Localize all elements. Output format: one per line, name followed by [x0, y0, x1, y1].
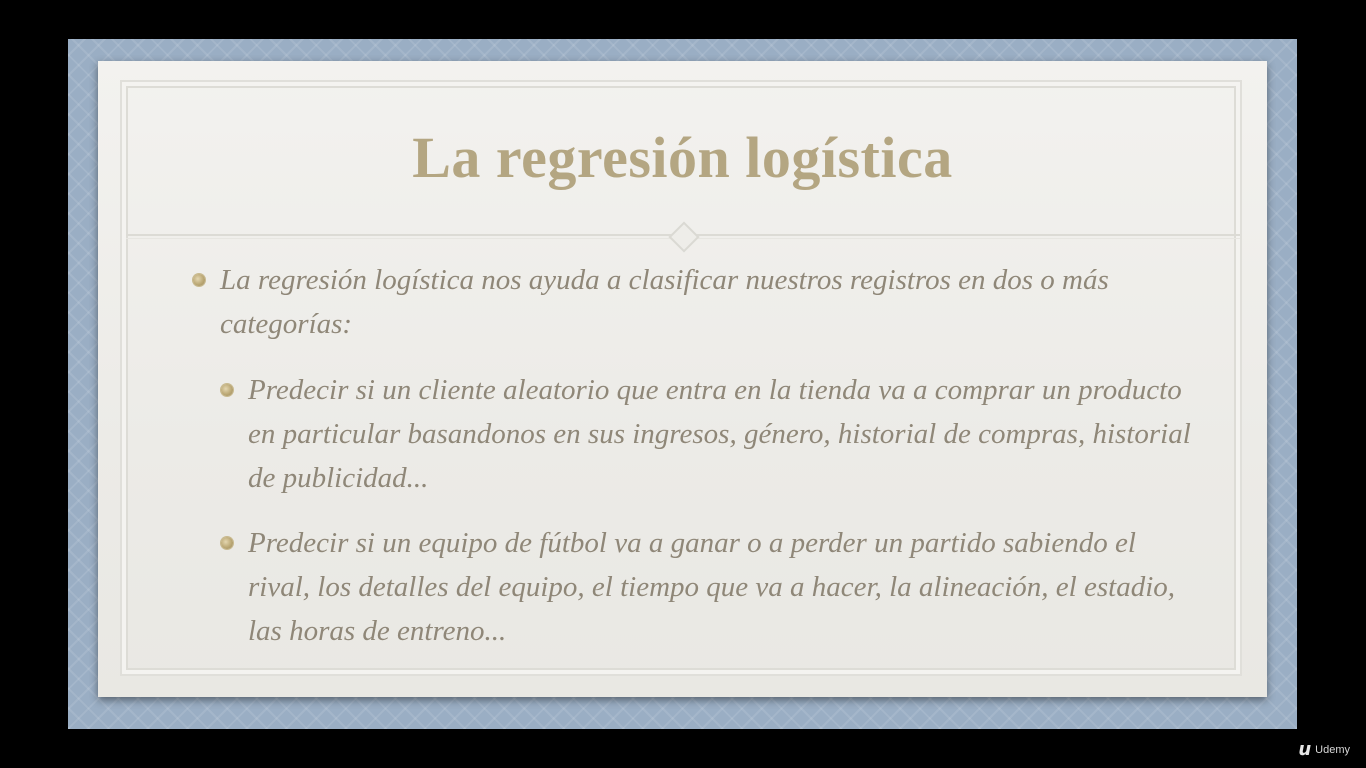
- udemy-watermark: [1298, 739, 1350, 760]
- slide-body: [190, 258, 1200, 653]
- title-divider: [126, 228, 1240, 242]
- bullet-icon: [221, 537, 233, 549]
- udemy-label: Udemy: [1315, 743, 1350, 756]
- bullet-text-1: La regresión logística nos ayuda a clasificar nuestros registros en dos o más categorías:: [220, 264, 1109, 340]
- bullet-item-3: [218, 521, 1200, 653]
- bullet-item-2: [218, 368, 1200, 500]
- bullet-icon: [221, 384, 233, 396]
- slide-title: La regresión logística: [412, 125, 953, 190]
- bullet-icon: [193, 274, 205, 286]
- bullet-text-3: Predecir si un equipo de fútbol va a ganar o a perder un partido sabiendo el rival, los detalles del equipo, el tiempo que va a hacer, la alineación, el estadio, las horas de entreno...: [248, 527, 1176, 647]
- udemy-logo-icon: u: [1298, 739, 1312, 760]
- bullet-text-2: Predecir si un cliente aleatorio que entra en la tienda va a comprar un producto en particular basandonos en sus ingresos, género, historial de compras, historial de publicidad...: [248, 374, 1191, 494]
- bullet-item-1: [190, 258, 1200, 346]
